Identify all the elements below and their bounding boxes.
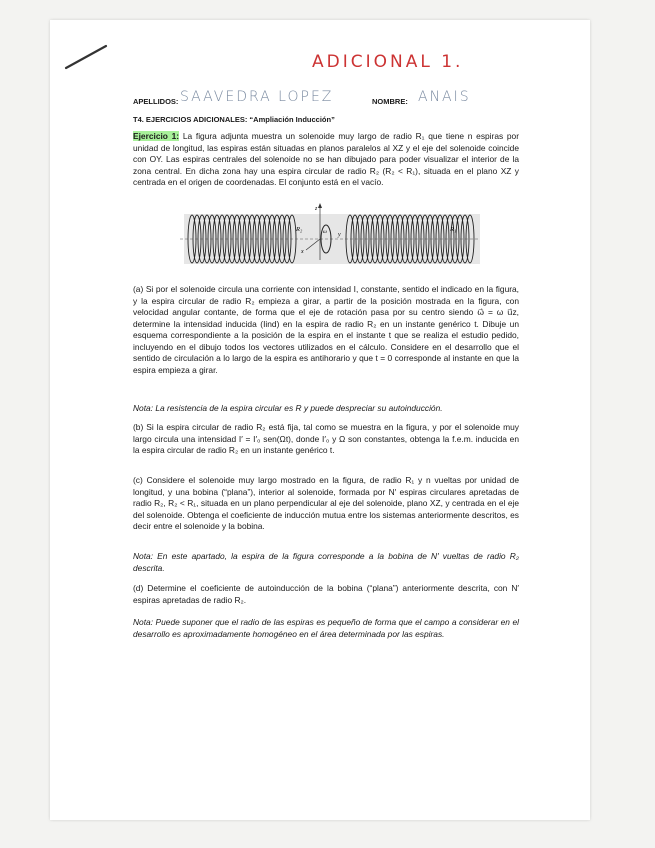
part-c-note: Nota: En este apartado, la espira de la figura corresponde a la bobina de N′ vueltas de radio R₂ descrita. (133, 551, 519, 573)
apellidos-value: SAAVEDRA LOPEZ (180, 89, 334, 105)
part-a-note: Nota: La resistencia de la espira circular es R y puede despreciar su autoinducción. (133, 403, 443, 413)
part-d: (d) Determine el coeficiente de autoinducción de la bobina (“plana”) anteriormente descrita, con N′ espiras apretadas de radio R₂. (133, 583, 519, 605)
part-b: (b) Si la espira circular de radio R₂ está fija, tal como se muestra en la figura, y por el solenoide muy largo circula una intensidad I′ = I′₀ sen(Ωt), donde I′₀ y Ω son constantes, obtenga la f.e.m. inducida en la espira circular de radio R₂ en un instante genérico t. (133, 422, 519, 455)
label-r1: R₁ (450, 226, 457, 233)
axis-z-arrow (318, 203, 322, 208)
label-x: x (301, 249, 304, 255)
part-d-note: Nota: Puede suponer que el radio de las espiras es pequeño de forma que el campo a considerar en el desarrollo es aproximadamente homogéneo en el área determinada por las espiras. (133, 617, 519, 639)
nombre-label: NOMBRE: (372, 97, 408, 106)
solenoid-figure (180, 200, 485, 272)
handwritten-title: ADICIONAL 1. (312, 52, 464, 72)
part-a: (a) Si por el solenoide circula una corriente con intensidad I, constante, sentido el indicado en la figura, y la espira circular de radio R₂ empieza a girar, a partir de la posición mostrada en la figura, con velocidad angular contante, de forma que el eje de rotación pasa por su centro siendo ω⃗ = ω u⃗z, determine la intensidad inducida (Iind) en la espira de radio R₂ en un instante genérico t. Dibuje un esquema correspondiente a la posición de la espira en el instante t que se realiza el estudio pedido, incluyendo en el dibujo todos los vectores utilizados en el cálculo. Considere en el desarrollo que el sentido de circulación a lo largo de la espira es antihorario y que t = 0 corresponde al instante en que la espira empieza a girar. (133, 284, 519, 375)
apellidos-label: APELLIDOS: (133, 97, 179, 106)
label-omega: ω (323, 229, 327, 235)
exercise-label: Ejercicio 1: (133, 131, 180, 141)
part-c: (c) Considere el solenoide muy largo mostrado en la figura, de radio R₁ y n vueltas por unidad de longitud, y una bobina (“plana”), interior al solenoide, formada por N′ espiras circulares apretadas de radio R₂, R₂ < R₁, situada en un plano perpendicular al eje del solenoide, plano XZ, y centrada en el eje del solenoide. Obtenga el coeficiente de inducción mutua entre los sistemas anteriormente descritos, es decir entre el solenoide y la bobina. (133, 475, 519, 531)
exercise-intro (133, 131, 519, 189)
label-y: y (338, 232, 341, 238)
exercise-intro-text: La figura adjunta muestra un solenoide muy largo de radio R₁ que tiene n espiras por unidad de longitud, las espiras están situadas en planos paralelos al XZ y el eje del solenoide coincide con OY. Las espiras centrales del solenoide no se han dibujado para poder visualizar el interior de la zona central. En dicha zona hay una espira circular de radio R₂ (R₂ < R₁), situada en el plano XZ y centrada en el origen de coordenadas. El conjunto está en el vacío. (133, 131, 519, 187)
pen-stroke-mark (62, 42, 112, 72)
label-z: z (315, 206, 318, 212)
label-r2: R₂ (296, 226, 303, 233)
nombre-value: ANAIS (418, 89, 471, 105)
section-title: T4. EJERCICIOS ADICIONALES: “Ampliación Inducción” (133, 115, 335, 124)
